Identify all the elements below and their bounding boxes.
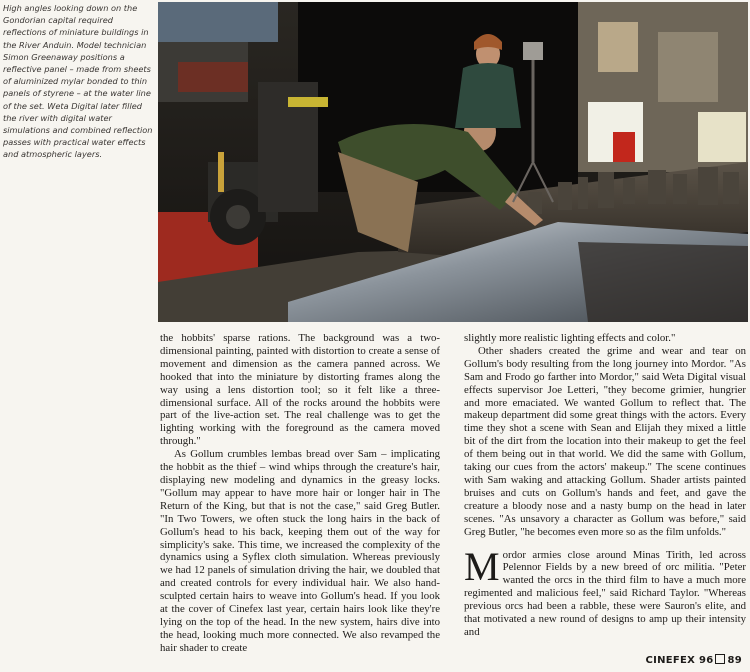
paragraph-with-dropcap [464, 543, 746, 639]
drop-cap: M [464, 543, 500, 589]
paragraph: slightly more realistic lighting effects and color." [464, 332, 676, 344]
article-column-right [464, 332, 746, 639]
photo-miniature-set [158, 2, 748, 322]
article-column-left [160, 332, 440, 655]
paragraph: Other shaders created the grime and wear and tear on Gollum's body resulting from the long journey into Mordor. "As Sam and Frodo go farther into Mordor," said Weta Digital visual effects supervisor Joe Letteri, "they become grimier, hungrier and more emaciated. We wanted Gollum to reflect that. The makeup department did some great things with the actors. Every time they shot a scene with Sean and Elijah they mixed a little bit of the dirt from the location into their makeup to get the feel of them being out in that world. We did the same with Gollum, taking our cues from the actors' makeup." The scene continues with Sam waking and attacking Gollum. Shader artists painted bruises and cuts on Gollum's hands and feet, and gave the creature a bloody nose and a nasty bump on the head in later scenes. "As unsavory a character as Gollum was before," said Greg Butler, "he becomes even more so as the film unfolds." [464, 344, 746, 538]
magazine-name: CINEFEX 96 [645, 655, 714, 666]
paragraph: As Gollum crumbles lembas bread over Sam – implicating the hobbit as the thief – wind whips through the creature's hair, displaying new modeling and dynamics in the greasy locks. "Gollum may appear to have more hair or longer hair in The Return of the King, but that is not the case," said Greg Butler. "In Two Towers, we often stuck the long hairs in the back of Gollum's head to his back, keeping them out of the way for simplicity's sake. This time, we increased the complexity of the dynamics using a Syflex cloth simulation. Whereas previously we had 12 panels of simulation driving the hair, we doubled that and created controls for every individual hair. We also hand-sculpted certain hairs to weave into Gollum's head. If you look at the cover of Cinefex last year, certain hairs look like they're lying on the top of the head. In the new system, hairs dive into the head, looking much more connected. We also revamped the hair shader to create [160, 448, 440, 654]
page-number: 89 [727, 655, 742, 666]
photo-caption: High angles looking down on the Gondorian capital required reflections of miniature buildings in the River Anduin. Model technician Simon Greenaway positions a reflective panel – made from sheets of aluminized mylar bonded to thin panels of styrene – at the water line of the set. Weta Digital later filled the river with digital water simulations and combined reflection passes with practical water effects and atmospheric layers. [3, 3, 153, 160]
page-footer [645, 654, 742, 666]
paragraph-text: ordor armies close around Minas Tirith, led across Pelennor Fields by a new breed of orc militia. "Peter wanted the orcs in the third film to have a much more regimented and malicious feel," said Richard Taylor. "Whereas previous orcs had been a rabble, these were Sauron's elite, and that motivated a new round of designs to amp up their intensity and [464, 548, 746, 638]
square-icon [715, 654, 725, 664]
paragraph: the hobbits' sparse rations. The background was a two-dimensional painting, painted with distortion to create a sense of movement and dimension as the camera panned across. We hooked that into the miniature by distorting frames along the way using a lens distortion tool; so it felt like a three-dimensional surface. All of the rocks around the hobbits were part of the live-action set. The real challenge was to get the lighting working with the foreground as the camera moved through." [160, 332, 440, 448]
